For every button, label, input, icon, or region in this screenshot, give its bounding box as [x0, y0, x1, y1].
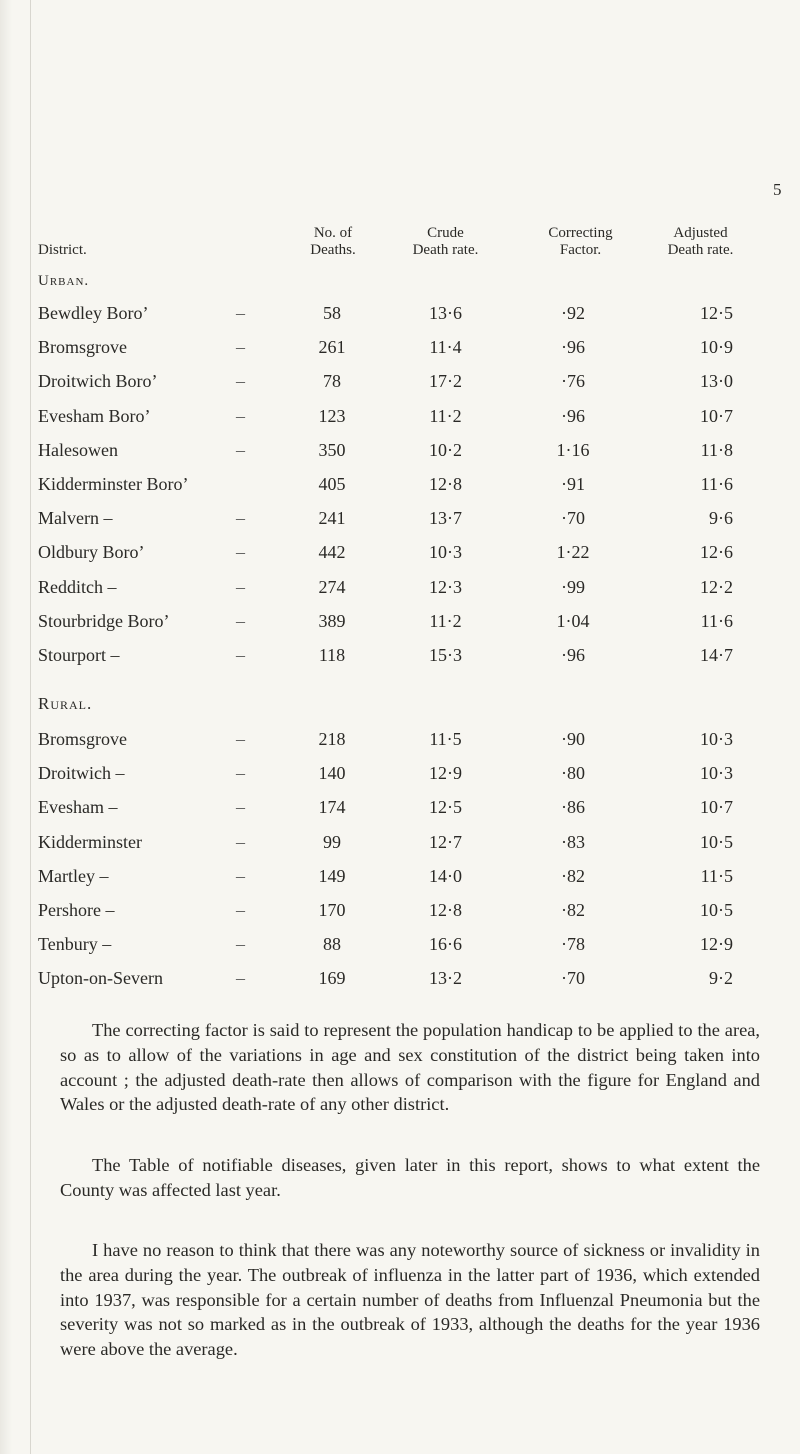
crude-rate-value: 12·3 [429, 576, 462, 597]
district-name: Droitwich Boro’ [38, 371, 158, 392]
deaths-value: 218 [318, 729, 346, 750]
leader-dash: – [236, 371, 245, 392]
leader-dash: – [236, 968, 245, 989]
leader-dash: – [236, 900, 245, 920]
crude-rate-value: 17·2 [429, 371, 462, 392]
leader-dash: – [236, 439, 245, 460]
correcting-factor-value: ·91 [561, 473, 585, 494]
urban-rows [38, 297, 778, 673]
table-row [38, 757, 778, 791]
crude-rate-value: 14·0 [429, 865, 462, 886]
crude-rate-value: 11·5 [429, 729, 462, 750]
correcting-factor-value: 1·04 [556, 610, 590, 631]
header-correcting-factor: Correcting Factor. [548, 225, 613, 258]
crude-rate-value: 15·3 [429, 644, 462, 665]
deaths-value: 88 [323, 934, 341, 955]
leader-dash: – [236, 797, 245, 818]
adjusted-rate-value: 11·6 [700, 610, 733, 631]
table-row [38, 860, 778, 894]
table-row [38, 791, 778, 825]
correcting-factor-value: ·70 [561, 968, 585, 989]
deaths-value: 149 [318, 865, 346, 886]
correcting-factor-value: ·83 [561, 831, 585, 852]
adjusted-rate-value: 11·8 [700, 439, 733, 460]
adjusted-rate-value: 10·5 [700, 900, 733, 920]
crude-rate-value: 12·8 [429, 900, 462, 920]
district-name: Kidderminster [38, 831, 142, 852]
correcting-factor-value: ·92 [561, 303, 585, 323]
deaths-value: 58 [323, 303, 341, 323]
table-row [38, 826, 778, 860]
adjusted-rate-value: 10·7 [700, 405, 733, 426]
binding-margin-line [30, 0, 31, 1454]
deaths-value: 140 [318, 763, 346, 784]
adjusted-rate-value: 11·5 [700, 865, 733, 886]
district-name: Stourbridge Boro’ [38, 610, 170, 631]
correcting-factor-value: 1·22 [556, 542, 590, 563]
table-row [38, 962, 778, 996]
correcting-factor-value: ·96 [561, 337, 585, 358]
district-name: Bromsgrove [38, 337, 127, 358]
district-name: Bewdley Boro’ [38, 303, 149, 323]
deaths-value: 170 [318, 900, 346, 920]
leader-dash: – [236, 405, 245, 426]
table-header [38, 225, 778, 297]
deaths-value: 99 [323, 831, 341, 852]
section-urban: Urban. [38, 273, 90, 289]
section-rural: Rural. [38, 694, 93, 714]
deaths-value: 261 [318, 337, 346, 358]
crude-rate-value: 10·3 [429, 542, 462, 563]
crude-rate-value: 11·2 [429, 610, 462, 631]
deaths-value: 405 [318, 473, 346, 494]
deaths-value: 169 [318, 968, 346, 989]
table-row [38, 400, 778, 434]
leader-dash: – [236, 729, 245, 750]
adjusted-rate-value: 10·5 [700, 831, 733, 852]
death-rate-table [38, 225, 778, 997]
district-name: Stourport – [38, 644, 120, 665]
table-row [38, 468, 778, 502]
paragraph-notifiable-diseases: The Table of notifiable diseases, given later in this report, shows to what extent the County was affected last year. [60, 1155, 760, 1200]
correcting-factor-value: ·90 [561, 729, 585, 750]
correcting-factor-value: 1·16 [556, 439, 590, 460]
leader-dash: – [236, 763, 245, 784]
correcting-factor-value: ·80 [561, 763, 585, 784]
header-deaths: No. of Deaths. [310, 225, 356, 258]
header-district: District. [38, 242, 87, 258]
crude-rate-value: 13·6 [429, 303, 462, 323]
crude-rate-value: 10·2 [429, 439, 462, 460]
adjusted-rate-value: 9·6 [709, 508, 733, 529]
table-row [38, 639, 778, 673]
deaths-value: 274 [318, 576, 346, 597]
table-row [38, 571, 778, 605]
crude-rate-value: 12·7 [429, 831, 462, 852]
district-name: Redditch – [38, 576, 117, 597]
table-row [38, 928, 778, 962]
table-row [38, 434, 778, 468]
rural-rows [38, 723, 778, 997]
crude-rate-value: 11·2 [429, 405, 462, 426]
table-row [38, 331, 778, 365]
header-crude-rate: Crude Death rate. [412, 225, 479, 258]
district-name: Kidderminster Boro’ [38, 473, 189, 494]
deaths-value: 389 [318, 610, 346, 631]
district-name: Oldbury Boro’ [38, 542, 145, 563]
leader-dash: – [236, 576, 245, 597]
correcting-factor-value: ·78 [561, 934, 585, 955]
district-name: Halesowen [38, 439, 118, 460]
table-row [38, 536, 778, 570]
leader-dash: – [236, 610, 245, 631]
correcting-factor-value: ·70 [561, 508, 585, 529]
deaths-value: 123 [318, 405, 346, 426]
district-name: Bromsgrove [38, 729, 127, 750]
header-adjusted-rate: Adjusted Death rate. [667, 225, 734, 258]
paragraph-correcting-factor: The correcting factor is said to represent the population handicap to be applied to the area, so as to allow of the variations in age and sex constitution of the district being taken into account ; the adjusted death-rate then allows of comparison with the figure for England and Wales or the adjusted death-rate of any other district. [60, 1020, 760, 1115]
adjusted-rate-value: 13·0 [700, 371, 733, 392]
rural-heading [38, 673, 778, 723]
adjusted-rate-value: 10·3 [700, 729, 733, 750]
district-name: Malvern – [38, 508, 113, 529]
correcting-factor-value: ·96 [561, 405, 585, 426]
leader-dash: – [236, 337, 245, 358]
leader-dash: – [236, 934, 245, 955]
adjusted-rate-value: 12·6 [700, 542, 733, 563]
scan-edge [0, 0, 12, 1454]
district-name: Droitwich – [38, 763, 125, 784]
table-row [38, 297, 778, 331]
adjusted-rate-value: 14·7 [700, 644, 733, 665]
leader-dash: – [236, 865, 245, 886]
correcting-factor-value: ·86 [561, 797, 585, 818]
deaths-value: 442 [318, 542, 346, 563]
crude-rate-value: 12·9 [429, 763, 462, 784]
adjusted-rate-value: 11·6 [700, 473, 733, 494]
district-name: Pershore – [38, 900, 115, 920]
adjusted-rate-value: 12·9 [700, 934, 733, 955]
leader-dash: – [236, 831, 245, 852]
deaths-value: 78 [323, 371, 341, 392]
leader-dash: – [236, 644, 245, 665]
crude-rate-value: 12·8 [429, 473, 462, 494]
table-row [38, 502, 778, 536]
district-name: Tenbury – [38, 934, 112, 955]
adjusted-rate-value: 9·2 [709, 968, 733, 989]
deaths-value: 350 [318, 439, 346, 460]
table-row [38, 723, 778, 757]
adjusted-rate-value: 12·5 [700, 303, 733, 323]
correcting-factor-value: ·82 [561, 900, 585, 920]
crude-rate-value: 13·2 [429, 968, 462, 989]
crude-rate-value: 12·5 [429, 797, 462, 818]
paragraph-sickness: I have no reason to think that there was any noteworthy source of sickness or invalidity in the area during the year. The outbreak of influenza in the latter part of 1936, which extended into 1937, was responsible for a certain number of deaths from Influenzal Pneumonia but the severity was not so marked as in the outbreak of 1933, although the deaths for the year 1936 were above the average. [60, 1240, 760, 1359]
district-name: Upton-on-Severn [38, 968, 163, 989]
page-number: 5 [773, 180, 782, 199]
district-name: Evesham – [38, 797, 118, 818]
table-row [38, 894, 778, 928]
district-name: Evesham Boro’ [38, 405, 151, 426]
leader-dash: – [236, 303, 245, 323]
adjusted-rate-value: 10·9 [700, 337, 733, 358]
deaths-value: 241 [318, 508, 346, 529]
adjusted-rate-value: 10·7 [700, 797, 733, 818]
leader-dash: – [236, 508, 245, 529]
deaths-value: 174 [318, 797, 346, 818]
correcting-factor-value: ·99 [561, 576, 585, 597]
correcting-factor-value: ·96 [561, 644, 585, 665]
correcting-factor-value: ·82 [561, 865, 585, 886]
crude-rate-value: 11·4 [429, 337, 462, 358]
crude-rate-value: 13·7 [429, 508, 462, 529]
table-row [38, 605, 778, 639]
crude-rate-value: 16·6 [429, 934, 462, 955]
deaths-value: 118 [318, 644, 346, 665]
table-row [38, 365, 778, 399]
leader-dash: – [236, 542, 245, 563]
district-name: Martley – [38, 865, 109, 886]
correcting-factor-value: ·76 [561, 371, 585, 392]
adjusted-rate-value: 10·3 [700, 763, 733, 784]
adjusted-rate-value: 12·2 [700, 576, 733, 597]
